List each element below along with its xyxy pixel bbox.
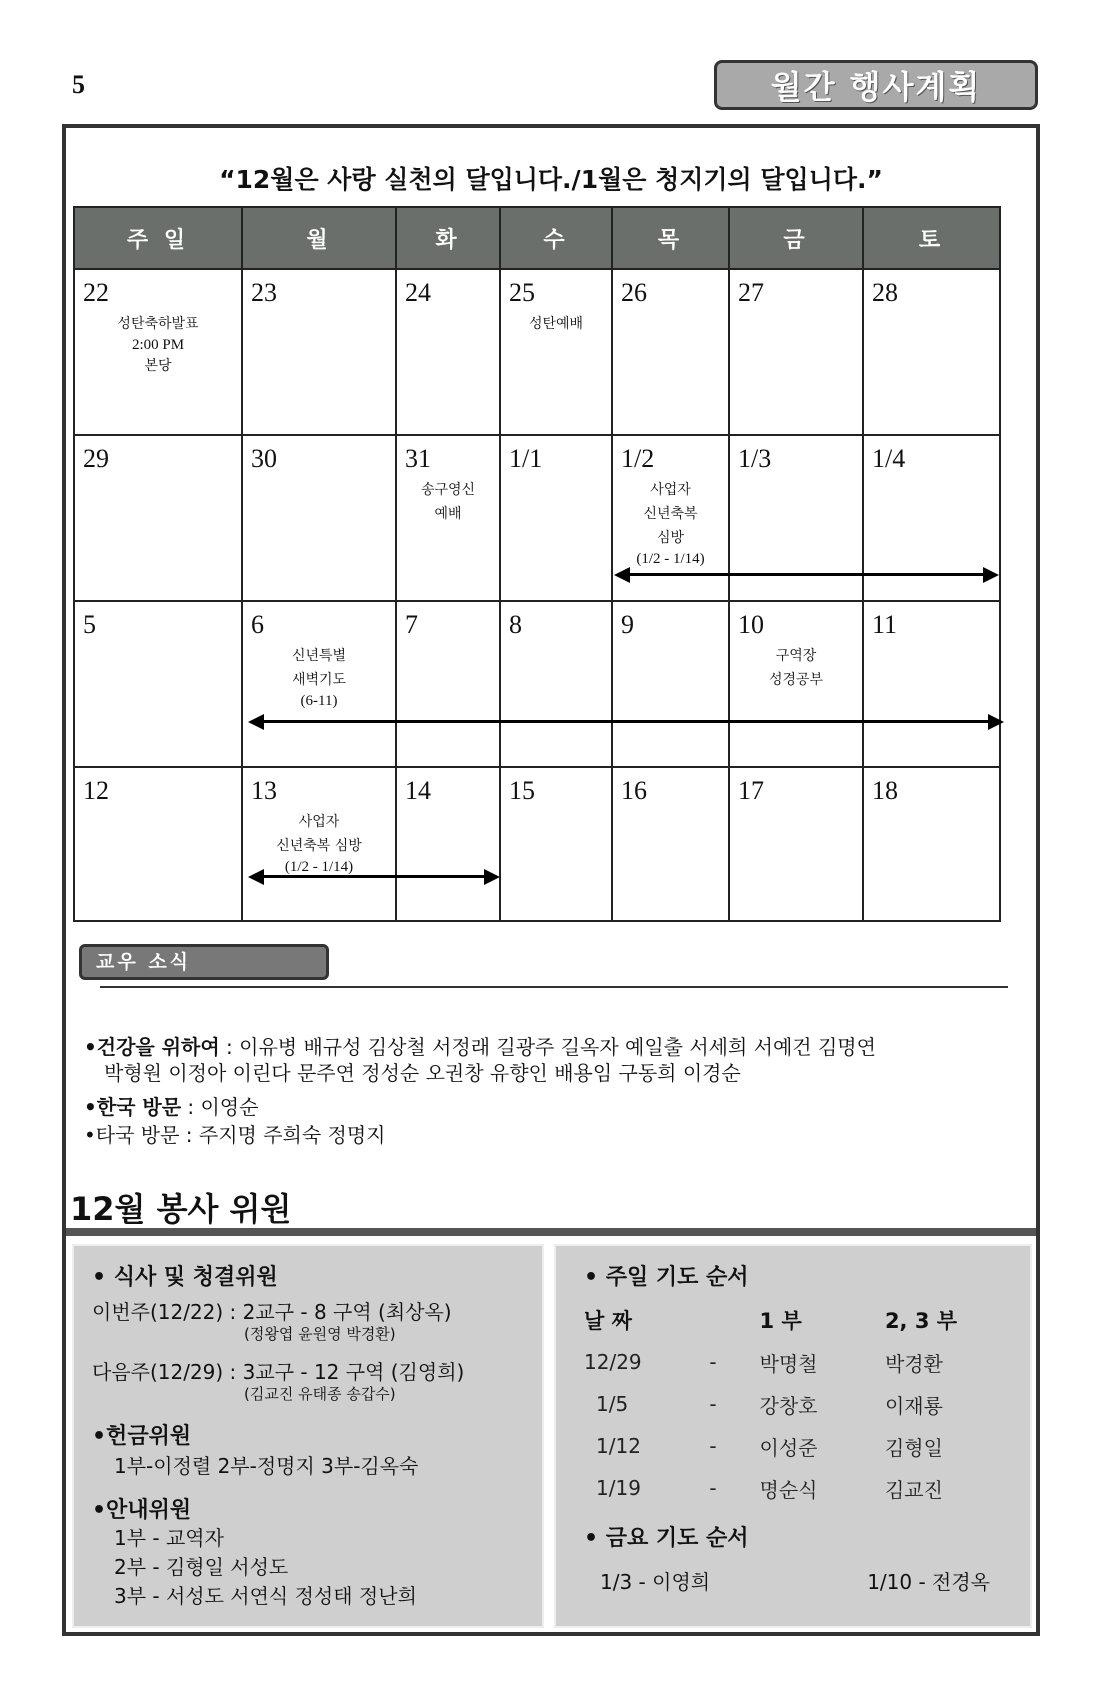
news-divider [100, 986, 1008, 988]
calendar-day-cell [500, 767, 612, 921]
day-number: 13 [251, 776, 277, 805]
calendar-event [83, 312, 233, 378]
day-header: 목 [612, 207, 729, 269]
news-tab: 교우 소식 [79, 944, 329, 980]
prayer-cell: 1/19 [596, 1476, 641, 1500]
day-number: 29 [83, 444, 109, 473]
calendar-day-cell [242, 767, 396, 921]
day-number: 9 [621, 610, 634, 639]
calendar-event [251, 644, 387, 710]
calendar-event [405, 478, 491, 526]
event-line: 신년특별 [291, 648, 347, 664]
calendar-header-row [74, 207, 1000, 269]
event-line: (1/2 - 1/14) [636, 551, 705, 567]
event-line: 송구영신 [420, 482, 476, 498]
day-number: 23 [251, 278, 277, 307]
page-number: 5 [72, 70, 85, 99]
sunday-prayer-heading: • 주일 기도 순서 [584, 1265, 749, 1290]
prayer-col-second-third: 2, 3 부 [884, 1309, 958, 1333]
section-header-title: 월간 행사계획 [770, 68, 982, 106]
day-number: 15 [509, 776, 535, 805]
prayer-cell: - [709, 1392, 717, 1416]
day-number: 18 [872, 776, 898, 805]
news-text: : 이영순 [181, 1095, 259, 1119]
day-number: 26 [621, 278, 647, 307]
event-line: (6-11) [300, 693, 338, 709]
event-line: 2:00 PM [131, 337, 185, 353]
prayer-header-row [584, 1299, 1002, 1341]
range-arrow-13-to-14 [248, 867, 500, 887]
offering-committee: 1부-이정렬 2부-정명지 3부-김옥숙 [114, 1454, 419, 1478]
news-text: : 주지명 주희숙 정명지 [179, 1123, 386, 1147]
event-line: 구역장 [775, 648, 817, 664]
news-item [84, 1094, 1014, 1120]
calendar-day-cell [729, 767, 863, 921]
event-line: 성경공부 [768, 672, 824, 688]
news-list [84, 1034, 1014, 1156]
day-number: 5 [83, 610, 96, 639]
prayer-cell: 박경환 [884, 1351, 943, 1376]
day-number: 27 [738, 278, 764, 307]
prayer-cell: 1/5 [596, 1392, 629, 1416]
calendar-day-cell [396, 601, 500, 767]
news-label: •한국 방문 [84, 1095, 182, 1119]
calendar-day-cell [396, 767, 500, 921]
usher-committee-heading: •안내위원 [92, 1498, 192, 1523]
day-number: 25 [509, 278, 535, 307]
next-week-names: (김교진 유태종 송갑수) [244, 1385, 396, 1403]
day-number: 12 [83, 776, 109, 805]
this-week-names: (정왕엽 윤원영 박경환) [244, 1325, 396, 1343]
usher-item: 3부 - 서성도 서연식 정성태 정난희 [114, 1584, 417, 1608]
calendar-day-cell [74, 435, 242, 601]
day-header: 토 [863, 207, 1000, 269]
calendar-day-cell [612, 601, 729, 767]
prayer-cell: - [709, 1350, 717, 1374]
calendar-event [738, 644, 854, 692]
event-line: 성탄예배 [528, 316, 584, 332]
calendar-day-cell [863, 601, 1000, 767]
prayer-col-date: 날 짜 [584, 1309, 632, 1333]
day-header: 월 [242, 207, 396, 269]
calendar-day-cell [396, 269, 500, 435]
calendar-day-cell [396, 435, 500, 601]
prayer-row [584, 1383, 1002, 1425]
day-number: 22 [83, 278, 109, 307]
calendar-day-cell [500, 269, 612, 435]
usher-item: 2부 - 김형일 서성도 [114, 1555, 289, 1579]
day-number: 1/1 [509, 444, 543, 473]
prayer-cell: 강창호 [759, 1393, 818, 1418]
calendar-day-cell [500, 601, 612, 767]
calendar-day-cell [74, 269, 242, 435]
calendar-title: “12월은 사랑 실천의 달입니다./1월은 청지기의 달입니다.” [219, 165, 883, 194]
prayer-cell: 이성준 [759, 1435, 818, 1460]
news-item [84, 1034, 1014, 1086]
calendar-day-cell [74, 767, 242, 921]
news-label: •타국 방문 [84, 1123, 180, 1147]
prayer-col-dash [709, 1299, 759, 1341]
news-text-continued: 박형원 이정아 이린다 문주연 정성순 오권창 유향인 배용임 구동희 이경순 [104, 1061, 741, 1085]
prayer-cell: 12/29 [584, 1350, 642, 1374]
day-number: 1/4 [872, 444, 906, 473]
day-number: 1/2 [621, 444, 655, 473]
event-line: 사업자 [650, 482, 691, 498]
service-committee-panel [72, 1244, 544, 1628]
cleaning-committee-heading: • 식사 및 청결위원 [92, 1265, 278, 1290]
event-line: 신년축복 [643, 506, 698, 522]
friday-prayer-heading: • 금요 기도 순서 [584, 1526, 749, 1551]
day-number: 16 [621, 776, 647, 805]
calendar-event [621, 478, 720, 568]
day-number: 31 [405, 444, 431, 473]
day-number: 10 [738, 610, 764, 639]
next-week-duty: 다음주(12/29) : 3교구 - 12 구역 (김영희) [92, 1360, 465, 1384]
event-line: 사업자 [298, 814, 340, 830]
prayer-cell: - [709, 1434, 717, 1458]
day-number: 6 [251, 610, 264, 639]
day-header: 수 [500, 207, 612, 269]
day-number: 24 [405, 278, 431, 307]
prayer-schedule-panel [554, 1244, 1032, 1628]
day-number: 8 [509, 610, 522, 639]
calendar-day-cell [74, 601, 242, 767]
calendar-day-cell [242, 601, 396, 767]
event-line: 신년축복 심방 [276, 838, 362, 854]
prayer-cell: - [709, 1476, 717, 1500]
calendar-day-cell [612, 767, 729, 921]
day-number: 7 [405, 610, 418, 639]
section-header-tab [714, 60, 1038, 110]
calendar-day-cell [863, 269, 1000, 435]
prayer-cell: 명순식 [759, 1477, 818, 1502]
friday-prayer-list [584, 1560, 1002, 1595]
day-number: 28 [872, 278, 898, 307]
usher-item: 1부 - 교역자 [114, 1526, 224, 1550]
news-text: : 이유병 배규성 김상철 서정래 길광주 길옥자 예일출 서세희 서예건 김명연 [219, 1035, 876, 1059]
range-arrow-1-2-to-1-4 [614, 565, 999, 585]
prayer-cell: 박명철 [759, 1351, 818, 1376]
calendar-table [73, 206, 1001, 922]
calendar-event [509, 312, 603, 336]
calendar-day-cell [729, 601, 863, 767]
day-number: 1/3 [738, 444, 772, 473]
prayer-cell: 이재룡 [884, 1393, 943, 1418]
day-header: 금 [729, 207, 863, 269]
prayer-col-first: 1 부 [759, 1309, 802, 1333]
event-line: (1/2 - 1/14) [284, 859, 354, 875]
event-line: 예배 [434, 506, 462, 522]
friday-prayer-item: 1/3 - 이영희 [600, 1570, 711, 1594]
sunday-prayer-table [584, 1299, 1002, 1509]
day-header: 화 [396, 207, 500, 269]
calendar-day-cell [729, 269, 863, 435]
prayer-cell: 1/12 [596, 1434, 641, 1458]
calendar-day-cell [242, 435, 396, 601]
calendar-day-cell [612, 269, 729, 435]
event-line: 본당 [144, 358, 172, 374]
range-arrow-6-to-11 [248, 712, 1004, 732]
prayer-cell: 김교진 [884, 1477, 943, 1502]
calendar-day-cell [863, 767, 1000, 921]
service-title-bar [66, 1228, 1036, 1236]
prayer-row [584, 1467, 1002, 1509]
event-line: 새벽기도 [291, 672, 347, 688]
event-line: 심방 [656, 530, 685, 546]
friday-prayer-item: 1/10 - 전경옥 [867, 1570, 990, 1594]
day-number: 17 [738, 776, 764, 805]
calendar-week-row [74, 767, 1000, 921]
day-header: 주 일 [74, 207, 242, 269]
this-week-duty: 이번주(12/22) : 2교구 - 8 구역 (최상옥) [92, 1300, 452, 1324]
calendar-week-row [74, 269, 1000, 435]
calendar-day-cell [242, 269, 396, 435]
news-label: •건강을 위하여 [84, 1035, 220, 1059]
prayer-cell: 김형일 [884, 1435, 943, 1460]
offering-committee-heading: •헌금위원 [92, 1424, 192, 1449]
day-number: 14 [405, 776, 431, 805]
event-line: 성탄축하발표 [117, 316, 199, 332]
calendar-week-row [74, 601, 1000, 767]
day-number: 11 [872, 610, 898, 639]
day-number: 30 [251, 444, 277, 473]
news-item [84, 1122, 1014, 1148]
calendar-day-cell [500, 435, 612, 601]
prayer-row [584, 1425, 1002, 1467]
prayer-row [584, 1341, 1002, 1383]
service-title: 12월 봉사 위원 [70, 1190, 292, 1228]
